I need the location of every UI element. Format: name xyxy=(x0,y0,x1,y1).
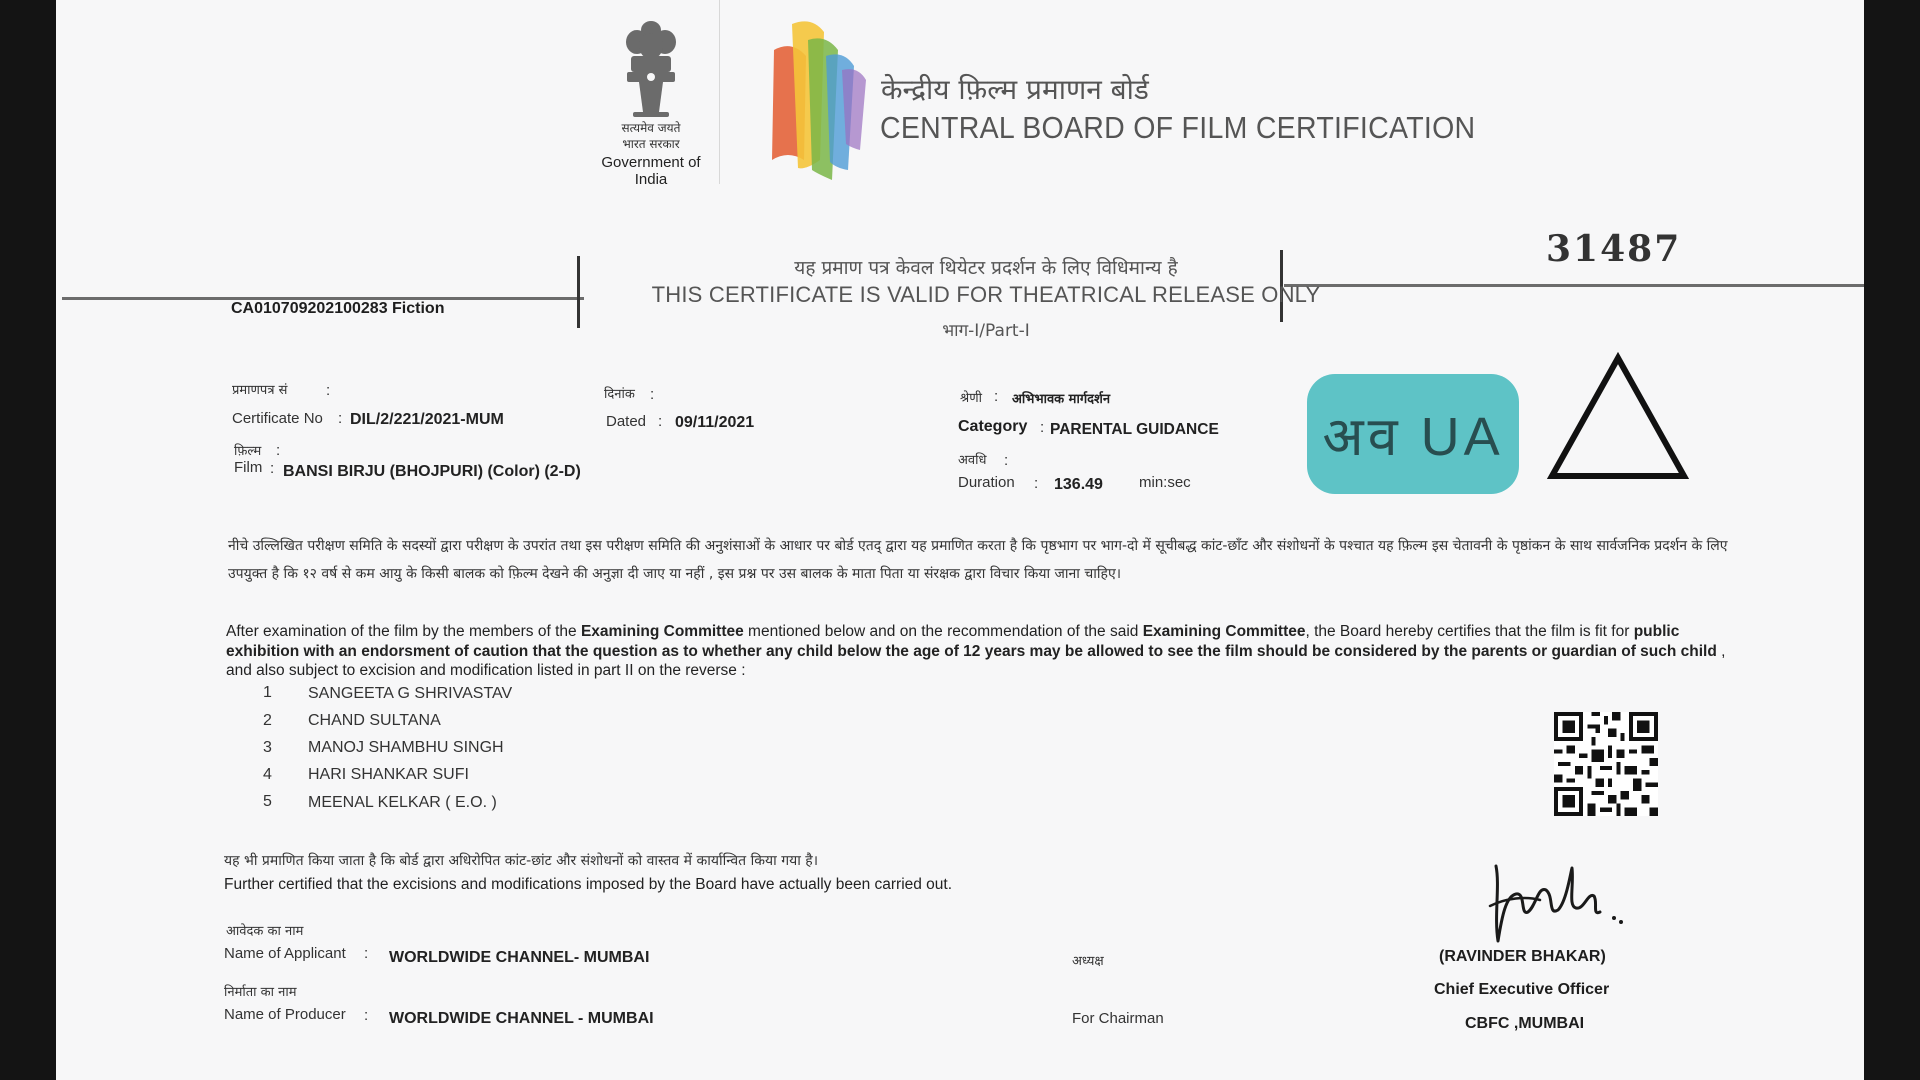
validity-notice: THIS CERTIFICATE IS VALID FOR THEATRICAL RELEASE ONLY xyxy=(651,282,1321,307)
board-name-hindi: केन्द्रीय फ़िल्म प्रमाणन बोर्ड xyxy=(881,73,1149,106)
chairman-label: For Chairman xyxy=(1072,1010,1164,1027)
signatory-name: (RAVINDER BHAKAR) xyxy=(1439,948,1606,965)
certificate-page xyxy=(56,0,1864,1080)
certification-text: After examination of the film by the members of the Examining Committee mentioned below and on the recommendation of the said Examining Committee, the Board hereby certifies that the film is fit for public exhibition with an endorsment of caution that the question as to whether any child below the age of 12 years may be allowed to see the film should be considered by the parents or guardian of such child , and also subject to excision and modification listed in part II on the reverse : xyxy=(226,623,1726,679)
committee-member-name: SANGEETA G SHRIVASTAV xyxy=(308,685,513,702)
committee-member-number: 2 xyxy=(263,712,272,729)
film-label: Film xyxy=(234,459,263,476)
cbfc-logo-icon xyxy=(762,10,872,180)
film-value: BANSI BIRJU (BHOJPURI) (Color) (2-D) xyxy=(283,463,581,480)
board-name: CENTRAL BOARD OF FILM CERTIFICATION xyxy=(880,110,1476,145)
category-label: Category xyxy=(958,418,1028,435)
signatory-office: CBFC ,MUMBAI xyxy=(1465,1015,1585,1032)
committee-member-name: MANOJ SHAMBHU SINGH xyxy=(308,739,504,756)
producer-label-hindi: निर्माता का नाम xyxy=(224,985,297,1000)
certificate-no-value: DIL/2/221/2021-MUM xyxy=(350,411,504,428)
rule-right xyxy=(1284,284,1864,287)
producer-colon: : xyxy=(364,1007,369,1024)
applicant-value: WORLDWIDE CHANNEL- MUMBAI xyxy=(389,949,650,966)
duration-value: 136.49 xyxy=(1054,476,1103,493)
category-value: PARENTAL GUIDANCE xyxy=(1050,421,1219,438)
date-value: 09/11/2021 xyxy=(675,414,755,431)
certificate-no-label-hindi: प्रमाणपत्र सं xyxy=(232,383,288,398)
certification-text-hindi: नीचे उल्लिखित परीक्षण समिति के सदस्यों द्वारा परीक्षण के उपरांत तथा इस परीक्षण समिति की अनुशंसाओं के आधार पर बोर्ड एतद् द्वारा यह प्रमाणित करता है कि पृष्ठभाग पर भाग-दो में सूचीबद्ध कांट-छाँट और संशोधनों के पश्चात यह फ़िल्म इस चेतावनी के पृष्ठांकन के साथ सार्वजनिक प्रदर्शन के लिए उपयुक्त है कि १२ वर्ष से कम आयु के किसी बालक को फ़िल्म देखने की अनुज्ञा दी जाए या नहीं , इस प्रश्न पर उस बालक के माता पिता या संरक्षक द्वारा विचार किया जाना चाहिए। xyxy=(228,538,1728,582)
committee-member-number: 3 xyxy=(263,739,272,756)
rating-badge-text: अव UA xyxy=(1322,407,1504,467)
emblem-motto: सत्यमेव जयते xyxy=(621,121,681,135)
lion-capital-icon xyxy=(617,16,685,120)
application-reference: CA010709202100283 Fiction xyxy=(231,300,445,317)
applicant-label-hindi: आवेदक का नाम xyxy=(226,924,304,939)
header-divider xyxy=(719,0,720,184)
committee-member-number: 5 xyxy=(263,793,272,810)
committee-member-number: 1 xyxy=(263,684,272,701)
producer-label: Name of Producer xyxy=(224,1006,346,1023)
further-certified-hindi: यह भी प्रमाणित किया जाता है कि बोर्ड द्वारा अधिरोपित कांट-छांट और संशोधनों को वास्तव में कार्यान्वित किया गया है। xyxy=(224,853,819,869)
category-colon-hindi: : xyxy=(994,388,999,405)
part-label: भाग-I/Part-I xyxy=(942,321,1030,341)
signature xyxy=(1476,846,1626,956)
date-colon-hindi: : xyxy=(650,386,655,403)
qr-code-icon xyxy=(1554,712,1658,816)
committee-member-name: MEENAL KELKAR ( E.O. ) xyxy=(308,794,497,811)
producer-value: WORLDWIDE CHANNEL - MUMBAI xyxy=(389,1010,654,1027)
government-emblem xyxy=(586,16,716,188)
date-label-hindi: दिनांक xyxy=(604,387,635,402)
rating-badge xyxy=(1307,374,1519,494)
date-label: Dated xyxy=(606,413,647,430)
serial-number: 31487 xyxy=(1546,228,1682,270)
emblem-caption: Government of India xyxy=(601,154,701,188)
duration-colon-hindi: : xyxy=(1004,452,1009,469)
duration-unit: min:sec xyxy=(1139,474,1191,491)
chairman-label-hindi: अध्यक्ष xyxy=(1072,954,1104,969)
date-colon: : xyxy=(658,413,663,430)
banner-bracket-left xyxy=(577,256,580,328)
committee-member-number: 4 xyxy=(263,766,272,783)
caution-triangle-icon xyxy=(1546,352,1690,482)
emblem-hindi-caption: भारत सरकार xyxy=(622,137,680,151)
signatory-title: Chief Executive Officer xyxy=(1434,981,1610,998)
certificate-no-colon-hindi: : xyxy=(326,382,331,399)
category-value-hindi: अभिभावक मार्गदर्शन xyxy=(1012,392,1111,407)
film-colon: : xyxy=(270,460,275,477)
committee-member-name: HARI SHANKAR SUFI xyxy=(308,766,469,783)
duration-label: Duration xyxy=(958,474,1015,491)
film-label-hindi-colon: : xyxy=(276,442,281,459)
validity-notice-hindi: यह प्रमाण पत्र केवल थियेटर प्रदर्शन के लिए विधिमान्य है xyxy=(794,257,1178,279)
duration-label-hindi: अवधि xyxy=(958,453,987,468)
certificate-no-label: Certificate No xyxy=(232,410,323,427)
committee-member-name: CHAND SULTANA xyxy=(308,712,441,729)
further-certified: Further certified that the excisions and modifications imposed by the Board have actually been carried out. xyxy=(224,876,953,893)
duration-colon: : xyxy=(1034,475,1039,492)
certificate-no-colon: : xyxy=(338,410,343,427)
applicant-colon: : xyxy=(364,945,369,962)
applicant-label: Name of Applicant xyxy=(224,945,346,962)
category-label-hindi: श्रेणी xyxy=(960,391,982,406)
film-label-hindi: फ़िल्म xyxy=(234,444,262,459)
category-colon: : xyxy=(1040,419,1045,436)
